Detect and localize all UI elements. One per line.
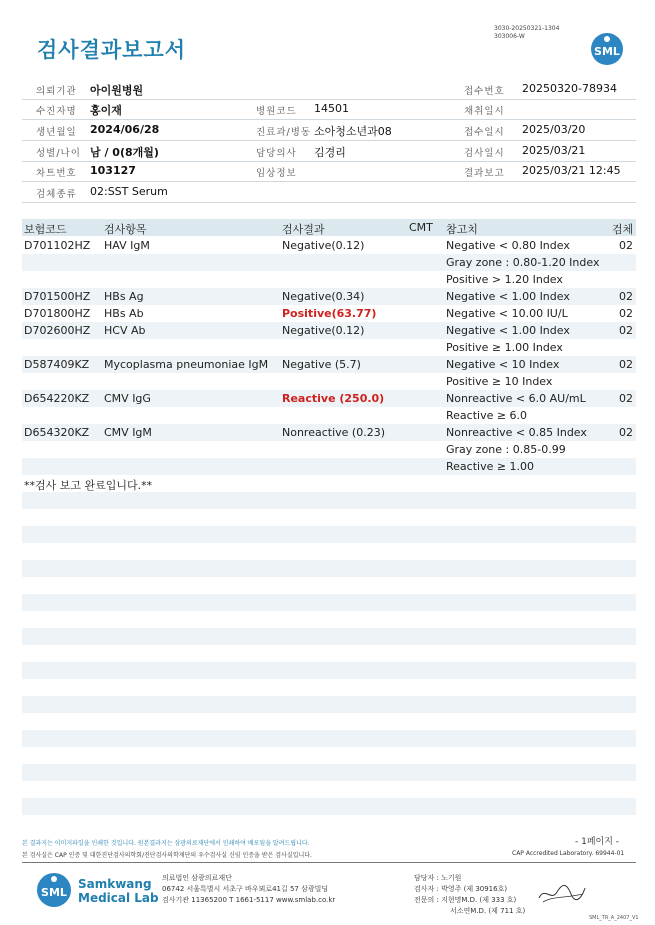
empty-row-band — [22, 764, 636, 781]
dept-value: 소아청소년과08 — [314, 125, 392, 138]
staff-line2: 검사자 : 박영주 (제 30916호) — [414, 885, 508, 893]
empty-row-band — [22, 492, 636, 509]
brand-line2: Medical Lab — [78, 891, 159, 905]
cell-item: HBs Ag — [104, 290, 144, 303]
cell-code: D587409KZ — [24, 358, 90, 371]
cell-ref: Reactive ≥ 1.00 — [446, 460, 535, 473]
empty-row-band — [22, 560, 636, 577]
brand-line1: Samkwang — [78, 877, 152, 891]
receipt-date-label: 접수일시 — [464, 127, 505, 138]
brand-name — [78, 877, 159, 905]
header-row-2 — [22, 99, 636, 120]
col-spec-header: 검체 — [612, 223, 634, 236]
table-row — [22, 305, 636, 322]
footer-logo-dot — [51, 876, 57, 882]
cell-ref: Gray zone : 0.85-0.99 — [446, 443, 566, 456]
table-row — [22, 339, 636, 356]
cell-spec: 02 — [619, 290, 633, 303]
hospital-value: 아이원병원 — [90, 84, 144, 97]
cell-spec: 02 — [619, 358, 633, 371]
results-table-header — [22, 219, 636, 236]
document-id-line2: 303006-W — [494, 33, 525, 40]
document-id — [494, 25, 559, 41]
birth-value: 2024/06/28 — [90, 123, 160, 136]
cell-spec: 02 — [619, 307, 633, 320]
cell-ref: Nonreactive < 0.85 Index — [446, 426, 587, 439]
header-row-4 — [22, 141, 636, 162]
cell-item: CMV IgG — [104, 392, 151, 405]
table-row — [22, 288, 636, 305]
empty-row-band — [22, 628, 636, 645]
header-row-1 — [22, 79, 636, 100]
collect-date-label: 채취일시 — [464, 106, 505, 117]
hospital-code-label: 병원코드 — [256, 106, 297, 117]
cell-result: Negative(0.12) — [282, 324, 365, 337]
staff-line3: 전문의 : 지현명M.D. (제 333 호) — [414, 896, 517, 904]
cell-ref: Positive ≥ 1.00 Index — [446, 341, 563, 354]
hospital-code-value: 14501 — [314, 102, 349, 115]
cell-spec: 02 — [619, 324, 633, 337]
table-row — [22, 322, 636, 339]
table-row — [22, 373, 636, 390]
report-date-value: 2025/03/21 12:45 — [522, 164, 621, 177]
name-value: 홍이재 — [90, 104, 122, 117]
cell-result: Negative(0.34) — [282, 290, 365, 303]
cell-code: D701102HZ — [24, 239, 91, 252]
table-row — [22, 424, 636, 441]
cell-item: HAV IgM — [104, 239, 150, 252]
report-date-label: 결과보고 — [464, 168, 505, 179]
cell-ref: Negative < 0.80 Index — [446, 239, 570, 252]
address-line3: 검사기관 11365200 T 1661-5117 www.smlab.co.kr — [162, 896, 336, 904]
address-line2: 06742 서울특별시 서초구 바우뫼로41길 57 삼광빌딩 — [162, 885, 329, 893]
cell-spec: 02 — [619, 426, 633, 439]
cell-ref: Negative < 1.00 Index — [446, 290, 570, 303]
chart-no-label: 차트번호 — [36, 168, 77, 179]
table-row — [22, 407, 636, 424]
empty-row-band — [22, 696, 636, 713]
header-row-3 — [22, 120, 636, 141]
col-code-header: 보험코드 — [24, 223, 67, 236]
cell-code: D654220KZ — [24, 392, 90, 405]
test-date-label: 검사일시 — [464, 148, 505, 159]
clinical-label: 임상정보 — [256, 168, 297, 179]
cell-code: D654320KZ — [24, 426, 90, 439]
sml-logo — [591, 33, 623, 65]
doctor-value: 김경리 — [314, 146, 346, 159]
cell-code: D702600HZ — [24, 324, 91, 337]
staff-line1: 담당자 : 노기원 — [414, 874, 462, 882]
staff-line4: 서소연M.D. (제 711 호) — [450, 907, 526, 915]
cell-spec: 02 — [619, 239, 633, 252]
hospital-label: 의뢰기관 — [36, 86, 77, 97]
table-row — [22, 356, 636, 373]
sex-age-label: 성별/나이 — [36, 148, 81, 159]
cell-ref: Negative < 1.00 Index — [446, 324, 570, 337]
cell-spec: 02 — [619, 392, 633, 405]
col-ref-header: 참고치 — [446, 223, 478, 236]
address-line1: 의료법인 삼광의료재단 — [162, 874, 232, 882]
cell-result: Negative (5.7) — [282, 358, 361, 371]
specimen-value: 02:SST Serum — [90, 185, 168, 198]
doctor-label: 담당의사 — [256, 148, 297, 159]
table-row — [22, 458, 636, 475]
header-row-6 — [22, 182, 636, 203]
cell-ref: Negative < 10.00 IU/L — [446, 307, 568, 320]
logo-text: SML — [594, 45, 620, 58]
col-item-header: 검사항목 — [104, 223, 147, 236]
cell-ref: Nonreactive < 6.0 AU/mL — [446, 392, 586, 405]
cell-result: Reactive (250.0) — [282, 392, 385, 405]
table-row — [22, 390, 636, 407]
table-row — [22, 271, 636, 288]
name-label: 수진자명 — [36, 106, 77, 117]
table-row — [22, 254, 636, 271]
empty-row-band — [22, 662, 636, 679]
report-complete-row — [22, 475, 636, 492]
table-row — [22, 237, 636, 254]
empty-row-band — [22, 798, 636, 815]
cell-item: HBs Ab — [104, 307, 144, 320]
empty-row-band — [22, 730, 636, 747]
receipt-no-value: 20250320-78934 — [522, 82, 617, 95]
specimen-label: 검체종류 — [36, 189, 77, 200]
sex-age-value: 남 / 0(8개월) — [90, 146, 159, 159]
cell-result: Positive(63.77) — [282, 307, 377, 320]
table-row — [22, 441, 636, 458]
col-cmt-header: CMT — [409, 221, 433, 234]
document-id-line1: 3030-20250321-1304 — [494, 25, 560, 32]
sml-footer-logo — [37, 873, 71, 907]
empty-row-band — [22, 594, 636, 611]
receipt-date-value: 2025/03/20 — [522, 123, 586, 136]
cell-item: Mycoplasma pneumoniae IgM — [104, 358, 269, 371]
cell-result: Nonreactive (0.23) — [282, 426, 385, 439]
cell-ref: Positive > 1.20 Index — [446, 273, 563, 286]
cell-ref: Negative < 10 Index — [446, 358, 560, 371]
cell-ref: Gray zone : 0.80-1.20 Index — [446, 256, 600, 269]
cell-item: CMV IgM — [104, 426, 152, 439]
cap-accreditation: CAP Accredited Laboratory. 69944-01 — [512, 850, 625, 857]
cell-ref: Reactive ≥ 6.0 — [446, 409, 528, 422]
cell-code: D701800HZ — [24, 307, 91, 320]
report-complete-note: **검사 보고 완료입니다.** — [24, 479, 153, 492]
logo-dot — [604, 36, 610, 42]
footer-logo-text: SML — [41, 886, 67, 899]
cell-code: D701500HZ — [24, 290, 91, 303]
certification-notice: 본 검사실은 CAP 인증 및 대한진단검사의학회/진단검사의학재단의 우수검사실 신임 인증을 받은 검사실입니다. — [22, 852, 312, 859]
lab-address — [162, 873, 335, 906]
header-row-5 — [22, 161, 636, 182]
empty-row-band — [22, 526, 636, 543]
staff-info — [414, 873, 525, 917]
cell-result: Negative(0.12) — [282, 239, 365, 252]
image-print-notice: 본 결과지는 이미지파일을 인쇄한 것입니다. 원본결과지는 삼광의료재단에서 인쇄하여 배포됨을 알려드립니다. — [22, 840, 310, 847]
signature-image — [537, 880, 587, 906]
cell-item: HCV Ab — [104, 324, 146, 337]
dept-label: 진료과/병동 — [256, 127, 312, 138]
cell-ref: Positive ≥ 10 Index — [446, 375, 553, 388]
form-code: SML_TR_A_2407_V1 — [589, 915, 639, 921]
receipt-no-label: 접수번호 — [464, 86, 505, 97]
page-number: - 1페이지 - — [575, 837, 620, 847]
birth-label: 생년월일 — [36, 127, 77, 138]
footer-divider — [22, 862, 636, 863]
test-date-value: 2025/03/21 — [522, 144, 586, 157]
chart-no-value: 103127 — [90, 164, 136, 177]
report-title: 검사결과보고서 — [37, 38, 187, 62]
col-result-header: 검사결과 — [282, 223, 325, 236]
